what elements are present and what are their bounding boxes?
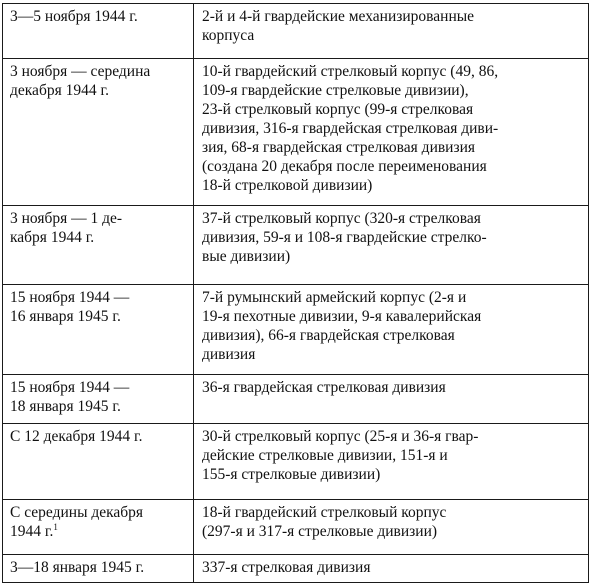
units-line: 155-я стрелковые дивизии) <box>202 466 381 484</box>
date-cell <box>3 499 194 554</box>
footnote-marker: 1 <box>53 521 58 532</box>
units-line: 18-й гвардейский стрелковый корпус <box>202 503 447 521</box>
units-line: 30-й стрелковый корпус (25-я и 36-я гвар- <box>202 428 479 446</box>
date-line: кабря 1944 г. <box>10 228 95 246</box>
date-cell <box>3 205 194 284</box>
units-line: 109-я гвардейские стрелковые дивизии), <box>202 82 469 100</box>
units-line: дивизия, 316-я гвардейская стрелковая диви- <box>202 120 499 138</box>
units-cell <box>194 375 589 424</box>
units-line: дивизия <box>202 345 256 363</box>
units-line: (создана 20 декабря после переименования <box>202 158 487 176</box>
table-row <box>3 59 589 206</box>
date-line: 16 января 1945 г. <box>10 307 121 325</box>
date-line: декабря 1944 г. <box>10 82 109 100</box>
units-cell <box>194 499 589 554</box>
date-cell <box>3 375 194 424</box>
units-line: дивизия), 66-я гвардейская стрелковая <box>202 326 455 344</box>
date-cell <box>3 554 194 582</box>
date-cell <box>3 424 194 499</box>
date-line: С 12 декабря 1944 г. <box>10 428 143 446</box>
table-row <box>3 424 589 499</box>
date-line <box>10 522 189 541</box>
units-line: 36-я гвардейская стрелковая дивизия <box>202 379 446 397</box>
units-table <box>2 3 589 583</box>
units-line: корпуса <box>202 27 255 44</box>
units-line: 18-й стрелковой дивизии) <box>202 177 373 195</box>
units-line: 10-й гвардейский стрелковый корпус (49, 86, <box>202 63 499 81</box>
date-line: 15 ноября 1944 — <box>10 379 130 397</box>
units-line: 23-й стрелковый корпус (99-я стрелковая <box>202 101 474 119</box>
units-cell <box>194 554 589 582</box>
units-line: 19-я пехотные дивизии, 9-я кавалерийская <box>202 307 482 325</box>
units-line: 337-я стрелковая дивизия <box>202 558 371 576</box>
date-line: 3—18 января 1945 г. <box>10 558 145 576</box>
units-line: (297-я и 317-я стрелковые дивизии) <box>202 522 438 540</box>
date-cell <box>3 59 194 206</box>
units-cell <box>194 59 589 206</box>
date-cell <box>3 284 194 374</box>
table-row <box>3 4 589 59</box>
units-line: вые дивизии) <box>202 247 291 265</box>
table-row <box>3 205 589 284</box>
date-cell <box>3 4 194 59</box>
date-line: С середины декабря <box>10 503 144 521</box>
table-row <box>3 499 589 554</box>
units-line: 2-й и 4-й гвардейские механизированные <box>202 8 475 25</box>
date-line: 3 ноября — середина <box>10 63 151 81</box>
date-line: 3 ноября — 1 де- <box>10 209 123 227</box>
units-line: дейские стрелковые дивизии, 151-я и <box>202 447 448 465</box>
units-cell <box>194 4 589 59</box>
date-line: 3—5 ноября 1944 г. <box>10 8 138 25</box>
units-cell <box>194 284 589 374</box>
units-line: дивизия, 59-я и 108-я гвардейские стрелко- <box>202 228 487 246</box>
units-line: 37-й стрелковый корпус (320-я стрелковая <box>202 209 481 227</box>
units-line: зия, 68-я гвардейская стрелковая дивизия <box>202 139 476 157</box>
table-row <box>3 554 589 582</box>
units-cell <box>194 205 589 284</box>
date-line-text: 1944 г. <box>10 522 54 540</box>
units-cell <box>194 424 589 499</box>
date-line: 18 января 1945 г. <box>10 398 121 416</box>
units-line: 7-й румынский армейский корпус (2-я и <box>202 288 467 306</box>
date-line: 15 ноября 1944 — <box>10 288 130 306</box>
table-row <box>3 375 589 424</box>
table-row <box>3 284 589 374</box>
